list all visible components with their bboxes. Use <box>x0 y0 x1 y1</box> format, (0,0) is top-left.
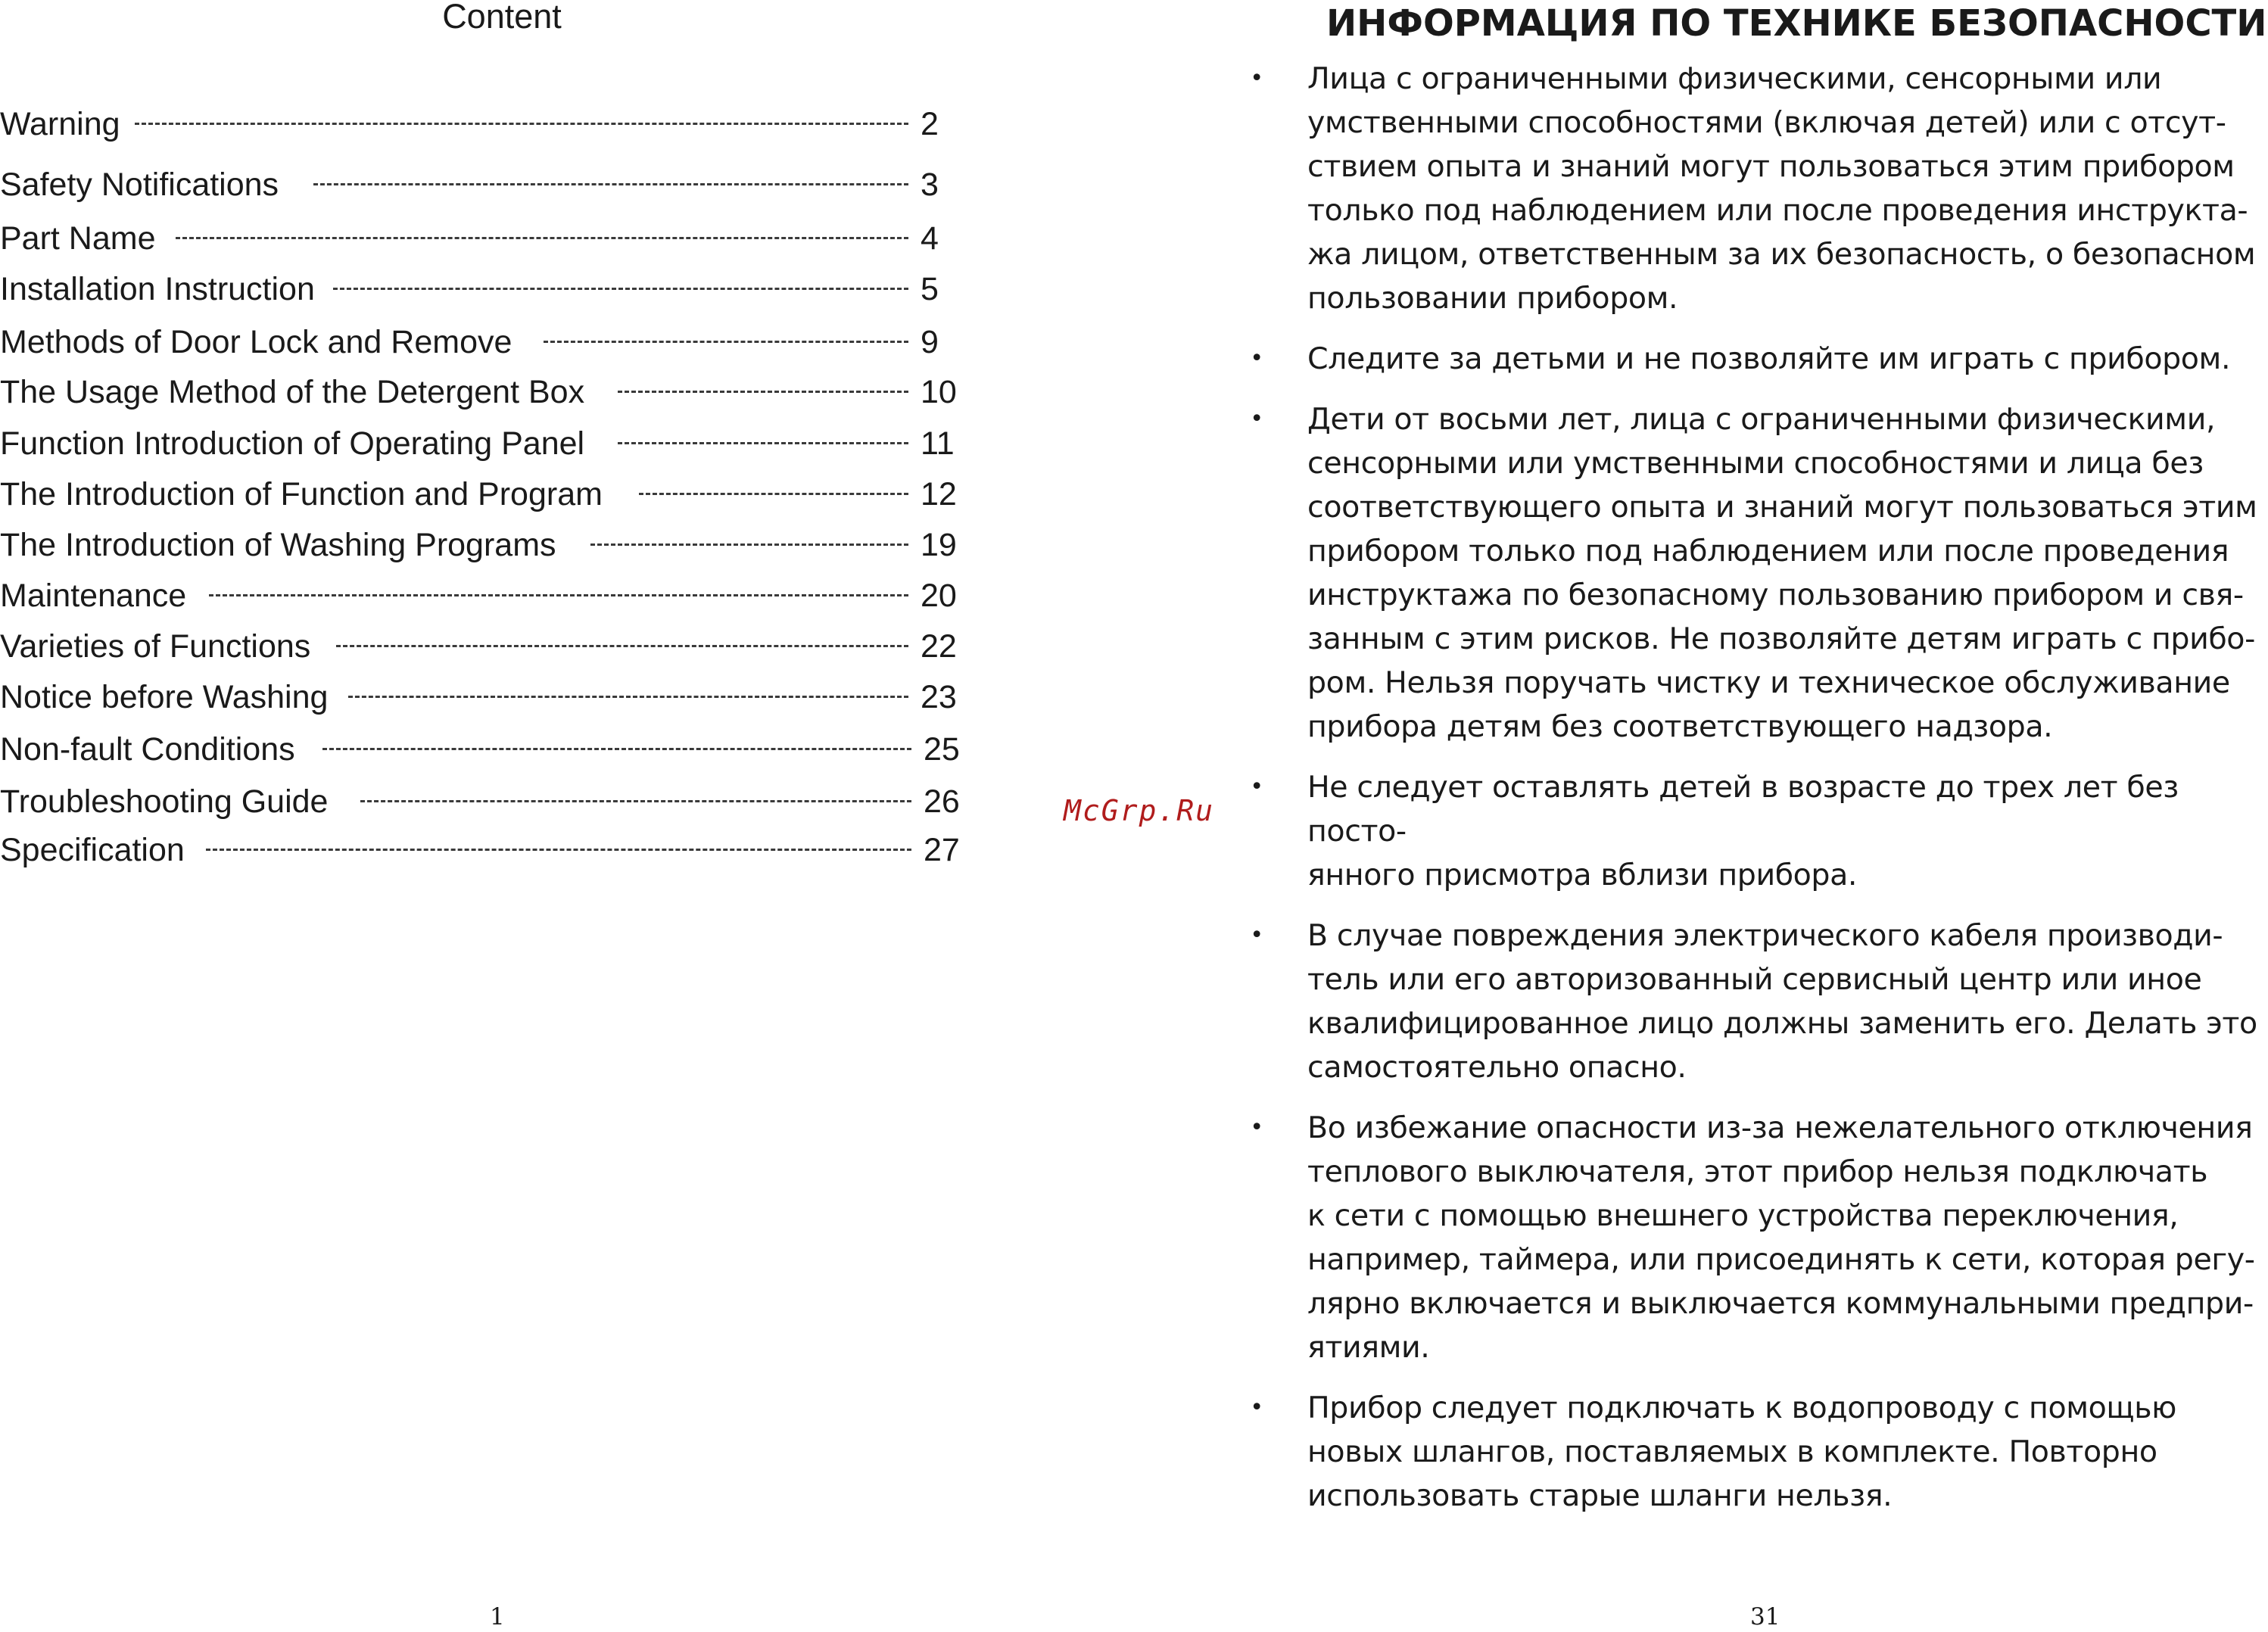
toc-entry-label: Safety Notifications <box>0 167 279 203</box>
toc-entry-page: 25 <box>924 731 960 768</box>
toc-entry-page: 5 <box>921 271 939 307</box>
bullet-text: Не следует оставлять детей в возрасте до трех лет без посто- янного присмотра вблизи прибора. <box>1307 770 2179 892</box>
bullet-text: В случае повреждения электрического кабеля производи- тель или его авторизованный сервисный центр или иное квалифицированное лицо должны заменить его. Делать это самостоятельно опасно. <box>1307 918 2257 1085</box>
toc-leader <box>590 543 908 546</box>
toc-entry-label: Non-fault Conditions <box>0 731 295 768</box>
toc-entry-label: Function Introduction of Operating Panel <box>0 425 585 462</box>
safety-bullet-item <box>1249 1106 2263 1369</box>
toc-entry-page: 9 <box>921 324 939 360</box>
bullet-icon: • <box>1250 65 1263 92</box>
bullet-text: Следите за детьми и не позволяйте им играть с прибором. <box>1307 341 2231 376</box>
toc-entry-page: 2 <box>921 106 939 142</box>
toc-entry-label: Varieties of Functions <box>0 628 311 665</box>
toc-entry-page: 19 <box>921 527 957 563</box>
toc-leader <box>322 748 911 750</box>
safety-title: ИНФОРМАЦИЯ ПО ТЕХНИКЕ БЕЗОПАСНОСТИ <box>1326 2 2267 45</box>
toc-entry-label: The Introduction of Function and Program <box>0 476 603 512</box>
toc-entry-page: 22 <box>921 628 957 665</box>
toc-entry-page: 20 <box>921 578 957 614</box>
toc-leader <box>360 800 911 802</box>
toc-leader <box>313 183 908 185</box>
toc-entry-page: 10 <box>921 374 957 410</box>
toc-entry-page: 12 <box>921 476 957 512</box>
toc-entry-label: Installation Instruction <box>0 271 315 307</box>
bullet-text: Дети от восьми лет, лица с ограниченными физическими, сенсорными или умственными способностями и лица без соответствующего опыта и знаний могут пользоваться этим прибором только под наблюдением или после проведения инструктажа по безопасному пользованию прибором и свя- занным с этим рисков. Не позволяйте детям играть с прибо- ром. Нельзя поручать чистку и техническое обслуживание прибора детям без соответствующего надзора. <box>1307 402 2257 744</box>
safety-bullet-item <box>1249 337 2263 381</box>
toc-leader <box>618 391 908 393</box>
safety-bullet-item <box>1249 914 2263 1089</box>
toc-entry-label: Maintenance <box>0 578 187 614</box>
toc-leader <box>348 696 908 698</box>
toc-entry-label: Warning <box>0 106 120 142</box>
toc-entry-label: Troubleshooting Guide <box>0 783 329 820</box>
toc-entry-label: Methods of Door Lock and Remove <box>0 324 512 360</box>
bullet-icon: • <box>1250 406 1263 432</box>
left-page-number: 1 <box>490 1603 505 1630</box>
bullet-icon: • <box>1250 774 1263 800</box>
toc-leader <box>333 288 908 290</box>
right-page-number: 31 <box>1750 1603 1780 1630</box>
bullet-icon: • <box>1250 1394 1263 1421</box>
toc-title: Content <box>442 0 562 36</box>
bullet-icon: • <box>1250 1114 1263 1141</box>
safety-bullet-item <box>1249 765 2263 897</box>
safety-bullet-list <box>1249 57 2263 1534</box>
toc-entry-label: The Usage Method of the Detergent Box <box>0 374 585 410</box>
toc-entry-label: The Introduction of Washing Programs <box>0 527 556 563</box>
toc-entry-label: Part Name <box>0 220 156 257</box>
toc-entry-label: Notice before Washing <box>0 679 329 715</box>
bullet-text: Во избежание опасности из-за нежелательного отключения теплового выключателя, этот прибор нельзя подключать к сети с помощью внешнего устройства переключения, например, таймера, или присоединять к сети, которая регу- лярно включается и выключается коммунальными предпри- ятиями. <box>1307 1110 2255 1365</box>
toc-leader <box>336 645 908 647</box>
bullet-text: Лица с ограниченными физическими, сенсорными или умственными способностями (включая детей) или с отсут- ствием опыта и знаний могут пользоваться этим прибором только под наблюдением или после проведения инструкта- жа лицом, ответственным за их безопасность, о безопасном пользовании прибором. <box>1307 61 2256 316</box>
toc-entry-page: 3 <box>921 167 939 203</box>
watermark: McGrp.Ru <box>1064 794 1215 827</box>
toc-entry-page: 11 <box>921 425 955 462</box>
toc-leader <box>639 493 908 495</box>
safety-bullet-item <box>1249 1386 2263 1518</box>
bullet-icon: • <box>1250 922 1263 948</box>
toc-leader <box>135 123 908 125</box>
toc-entry-page: 4 <box>921 220 939 257</box>
toc-leader <box>209 594 908 596</box>
safety-bullet-item <box>1249 397 2263 749</box>
safety-bullet-item <box>1249 57 2263 320</box>
bullet-icon: • <box>1250 345 1263 372</box>
toc-entry-page: 27 <box>924 832 960 868</box>
bullet-text: Прибор следует подключать к водопроводу с помощью новых шлангов, поставляемых в комплекте. Повторно использовать старые шланги нельзя. <box>1307 1391 2176 1513</box>
toc-leader <box>206 849 911 851</box>
toc-entry-label: Specification <box>0 832 185 868</box>
toc-leader <box>618 442 908 444</box>
toc-leader <box>544 341 908 343</box>
toc-entry-page: 26 <box>924 783 960 820</box>
toc-entry-page: 23 <box>921 679 957 715</box>
toc-leader <box>176 237 908 239</box>
